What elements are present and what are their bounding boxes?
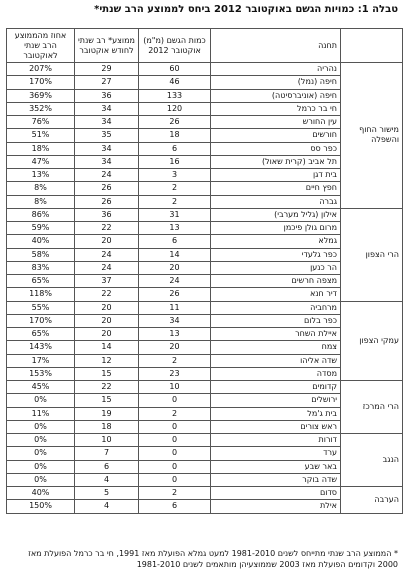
average-cell: 34 bbox=[75, 116, 139, 129]
amount-cell: 0 bbox=[139, 473, 211, 486]
table-row bbox=[7, 434, 403, 447]
percent-cell: 118% bbox=[7, 288, 75, 301]
table-body bbox=[7, 63, 403, 514]
header-amount: כמות הגשם (מ"מ) אוקטובר 2012 bbox=[139, 29, 211, 63]
station-cell: הר כנען bbox=[211, 261, 341, 274]
station-cell: כפר גלעדי bbox=[211, 248, 341, 261]
average-cell: 34 bbox=[75, 102, 139, 115]
average-cell: 26 bbox=[75, 195, 139, 208]
region-cell: הרי המרכז bbox=[341, 381, 403, 434]
amount-cell: 0 bbox=[139, 434, 211, 447]
average-cell: 24 bbox=[75, 248, 139, 261]
amount-cell: 2 bbox=[139, 487, 211, 500]
station-cell: חיפה (אוניברסיטה) bbox=[211, 89, 341, 102]
station-cell: מצפה חרשים bbox=[211, 275, 341, 288]
percent-cell: 150% bbox=[7, 500, 75, 513]
station-cell: כפר בלום bbox=[211, 314, 341, 327]
amount-cell: 20 bbox=[139, 341, 211, 354]
amount-cell: 133 bbox=[139, 89, 211, 102]
region-cell: עמקי הצפון bbox=[341, 301, 403, 381]
average-cell: 22 bbox=[75, 288, 139, 301]
average-cell: 4 bbox=[75, 500, 139, 513]
average-cell: 24 bbox=[75, 169, 139, 182]
amount-cell: 0 bbox=[139, 460, 211, 473]
amount-cell: 0 bbox=[139, 394, 211, 407]
average-cell: 19 bbox=[75, 407, 139, 420]
station-cell: שדה בוקר bbox=[211, 473, 341, 486]
station-cell: סדום bbox=[211, 487, 341, 500]
percent-cell: 83% bbox=[7, 261, 75, 274]
average-cell: 36 bbox=[75, 89, 139, 102]
amount-cell: 11 bbox=[139, 301, 211, 314]
percent-cell: 8% bbox=[7, 182, 75, 195]
percent-cell: 143% bbox=[7, 341, 75, 354]
station-cell: שדה אליהו bbox=[211, 354, 341, 367]
average-cell: 6 bbox=[75, 460, 139, 473]
amount-cell: 2 bbox=[139, 182, 211, 195]
station-cell: מסדה bbox=[211, 367, 341, 380]
footnote: * הממוצע הרב שנתי מתייחס לשנים 1981-2010 למעט גמלא הפועלת מאז 1991, חי בר כרמל הפועלת מאז 2000 וקדומים הפועלת מאז 2003 שממוצעיהן מותאמים לשנים 1981-2010 bbox=[28, 549, 398, 569]
percent-cell: 0% bbox=[7, 473, 75, 486]
amount-cell: 20 bbox=[139, 261, 211, 274]
station-cell: עין החורש bbox=[211, 116, 341, 129]
amount-cell: 120 bbox=[139, 102, 211, 115]
amount-cell: 46 bbox=[139, 76, 211, 89]
average-cell: 5 bbox=[75, 487, 139, 500]
amount-cell: 26 bbox=[139, 288, 211, 301]
average-cell: 35 bbox=[75, 129, 139, 142]
station-cell: חיפה (נמל) bbox=[211, 76, 341, 89]
percent-cell: 17% bbox=[7, 354, 75, 367]
average-cell: 10 bbox=[75, 434, 139, 447]
average-cell: 26 bbox=[75, 182, 139, 195]
amount-cell: 16 bbox=[139, 155, 211, 168]
amount-cell: 2 bbox=[139, 407, 211, 420]
station-cell: דורות bbox=[211, 434, 341, 447]
percent-cell: 47% bbox=[7, 155, 75, 168]
station-cell: מרחביה bbox=[211, 301, 341, 314]
average-cell: 14 bbox=[75, 341, 139, 354]
station-cell: מרום גולן פיכמן bbox=[211, 222, 341, 235]
station-cell: חפץ חיים bbox=[211, 182, 341, 195]
percent-cell: 369% bbox=[7, 89, 75, 102]
percent-cell: 58% bbox=[7, 248, 75, 261]
average-cell: 24 bbox=[75, 261, 139, 274]
table-row bbox=[7, 208, 403, 221]
average-cell: 37 bbox=[75, 275, 139, 288]
average-cell: 15 bbox=[75, 367, 139, 380]
average-cell: 7 bbox=[75, 447, 139, 460]
percent-cell: 153% bbox=[7, 367, 75, 380]
amount-cell: 2 bbox=[139, 354, 211, 367]
station-cell: צמח bbox=[211, 341, 341, 354]
average-cell: 36 bbox=[75, 208, 139, 221]
station-cell: כפר סס bbox=[211, 142, 341, 155]
average-cell: 20 bbox=[75, 314, 139, 327]
amount-cell: 24 bbox=[139, 275, 211, 288]
region-cell: הנגב bbox=[341, 434, 403, 487]
amount-cell: 0 bbox=[139, 420, 211, 433]
percent-cell: 18% bbox=[7, 142, 75, 155]
average-cell: 34 bbox=[75, 155, 139, 168]
header-station: תחנה bbox=[211, 29, 341, 63]
percent-cell: 13% bbox=[7, 169, 75, 182]
amount-cell: 6 bbox=[139, 235, 211, 248]
percent-cell: 11% bbox=[7, 407, 75, 420]
amount-cell: 26 bbox=[139, 116, 211, 129]
station-cell: בית ג'מל bbox=[211, 407, 341, 420]
table-row bbox=[7, 487, 403, 500]
rainfall-table bbox=[6, 28, 403, 514]
table-row bbox=[7, 381, 403, 394]
average-cell: 34 bbox=[75, 142, 139, 155]
average-cell: 22 bbox=[75, 222, 139, 235]
average-cell: 22 bbox=[75, 381, 139, 394]
station-cell: ראש צורים bbox=[211, 420, 341, 433]
average-cell: 4 bbox=[75, 473, 139, 486]
header-percent: אחוז מהממוצע הרב שנתי לאוקטובר bbox=[7, 29, 75, 63]
average-cell: 20 bbox=[75, 235, 139, 248]
amount-cell: 13 bbox=[139, 328, 211, 341]
region-cell: מישור החוף והשפלה bbox=[341, 63, 403, 209]
average-cell: 18 bbox=[75, 420, 139, 433]
percent-cell: 76% bbox=[7, 116, 75, 129]
station-cell: ירושלים bbox=[211, 394, 341, 407]
amount-cell: 31 bbox=[139, 208, 211, 221]
table-row bbox=[7, 301, 403, 314]
station-cell: חי בר כרמל bbox=[211, 102, 341, 115]
station-cell: ערד bbox=[211, 447, 341, 460]
percent-cell: 40% bbox=[7, 487, 75, 500]
percent-cell: 65% bbox=[7, 328, 75, 341]
amount-cell: 14 bbox=[139, 248, 211, 261]
percent-cell: 352% bbox=[7, 102, 75, 115]
station-cell: גמלא bbox=[211, 235, 341, 248]
station-cell: דיר חנא bbox=[211, 288, 341, 301]
amount-cell: 2 bbox=[139, 195, 211, 208]
percent-cell: 45% bbox=[7, 381, 75, 394]
station-cell: בית דגן bbox=[211, 169, 341, 182]
table-row bbox=[7, 63, 403, 76]
region-cell: הערבה bbox=[341, 487, 403, 514]
average-cell: 20 bbox=[75, 301, 139, 314]
table-header-row bbox=[7, 29, 403, 63]
station-cell: אילון (גליל מערבי) bbox=[211, 208, 341, 221]
percent-cell: 0% bbox=[7, 460, 75, 473]
percent-cell: 55% bbox=[7, 301, 75, 314]
amount-cell: 60 bbox=[139, 63, 211, 76]
header-average: ממוצע* רב שנתי לחודש אוקטובר bbox=[75, 29, 139, 63]
percent-cell: 0% bbox=[7, 434, 75, 447]
amount-cell: 6 bbox=[139, 500, 211, 513]
station-cell: חורשים bbox=[211, 129, 341, 142]
amount-cell: 18 bbox=[139, 129, 211, 142]
station-cell: אילת bbox=[211, 500, 341, 513]
station-cell: תל אביב (קרית שאול) bbox=[211, 155, 341, 168]
header-region bbox=[341, 29, 403, 63]
percent-cell: 0% bbox=[7, 447, 75, 460]
percent-cell: 59% bbox=[7, 222, 75, 235]
amount-cell: 3 bbox=[139, 169, 211, 182]
amount-cell: 13 bbox=[139, 222, 211, 235]
average-cell: 12 bbox=[75, 354, 139, 367]
region-cell: הרי הצפון bbox=[341, 208, 403, 301]
amount-cell: 34 bbox=[139, 314, 211, 327]
table-title: טבלה 1: כמויות הגשם באוקטובר 2012 ביחס לממוצע הרב שנתי* bbox=[94, 4, 398, 15]
percent-cell: 170% bbox=[7, 314, 75, 327]
station-cell: קדומים bbox=[211, 381, 341, 394]
percent-cell: 207% bbox=[7, 63, 75, 76]
percent-cell: 8% bbox=[7, 195, 75, 208]
station-cell: איילת השחר bbox=[211, 328, 341, 341]
average-cell: 20 bbox=[75, 328, 139, 341]
amount-cell: 0 bbox=[139, 447, 211, 460]
amount-cell: 6 bbox=[139, 142, 211, 155]
percent-cell: 65% bbox=[7, 275, 75, 288]
amount-cell: 10 bbox=[139, 381, 211, 394]
average-cell: 29 bbox=[75, 63, 139, 76]
percent-cell: 51% bbox=[7, 129, 75, 142]
average-cell: 27 bbox=[75, 76, 139, 89]
percent-cell: 86% bbox=[7, 208, 75, 221]
percent-cell: 170% bbox=[7, 76, 75, 89]
percent-cell: 40% bbox=[7, 235, 75, 248]
station-cell: באר שבע bbox=[211, 460, 341, 473]
station-cell: נהריה bbox=[211, 63, 341, 76]
average-cell: 15 bbox=[75, 394, 139, 407]
station-cell: גברה bbox=[211, 195, 341, 208]
percent-cell: 0% bbox=[7, 420, 75, 433]
amount-cell: 23 bbox=[139, 367, 211, 380]
percent-cell: 0% bbox=[7, 394, 75, 407]
